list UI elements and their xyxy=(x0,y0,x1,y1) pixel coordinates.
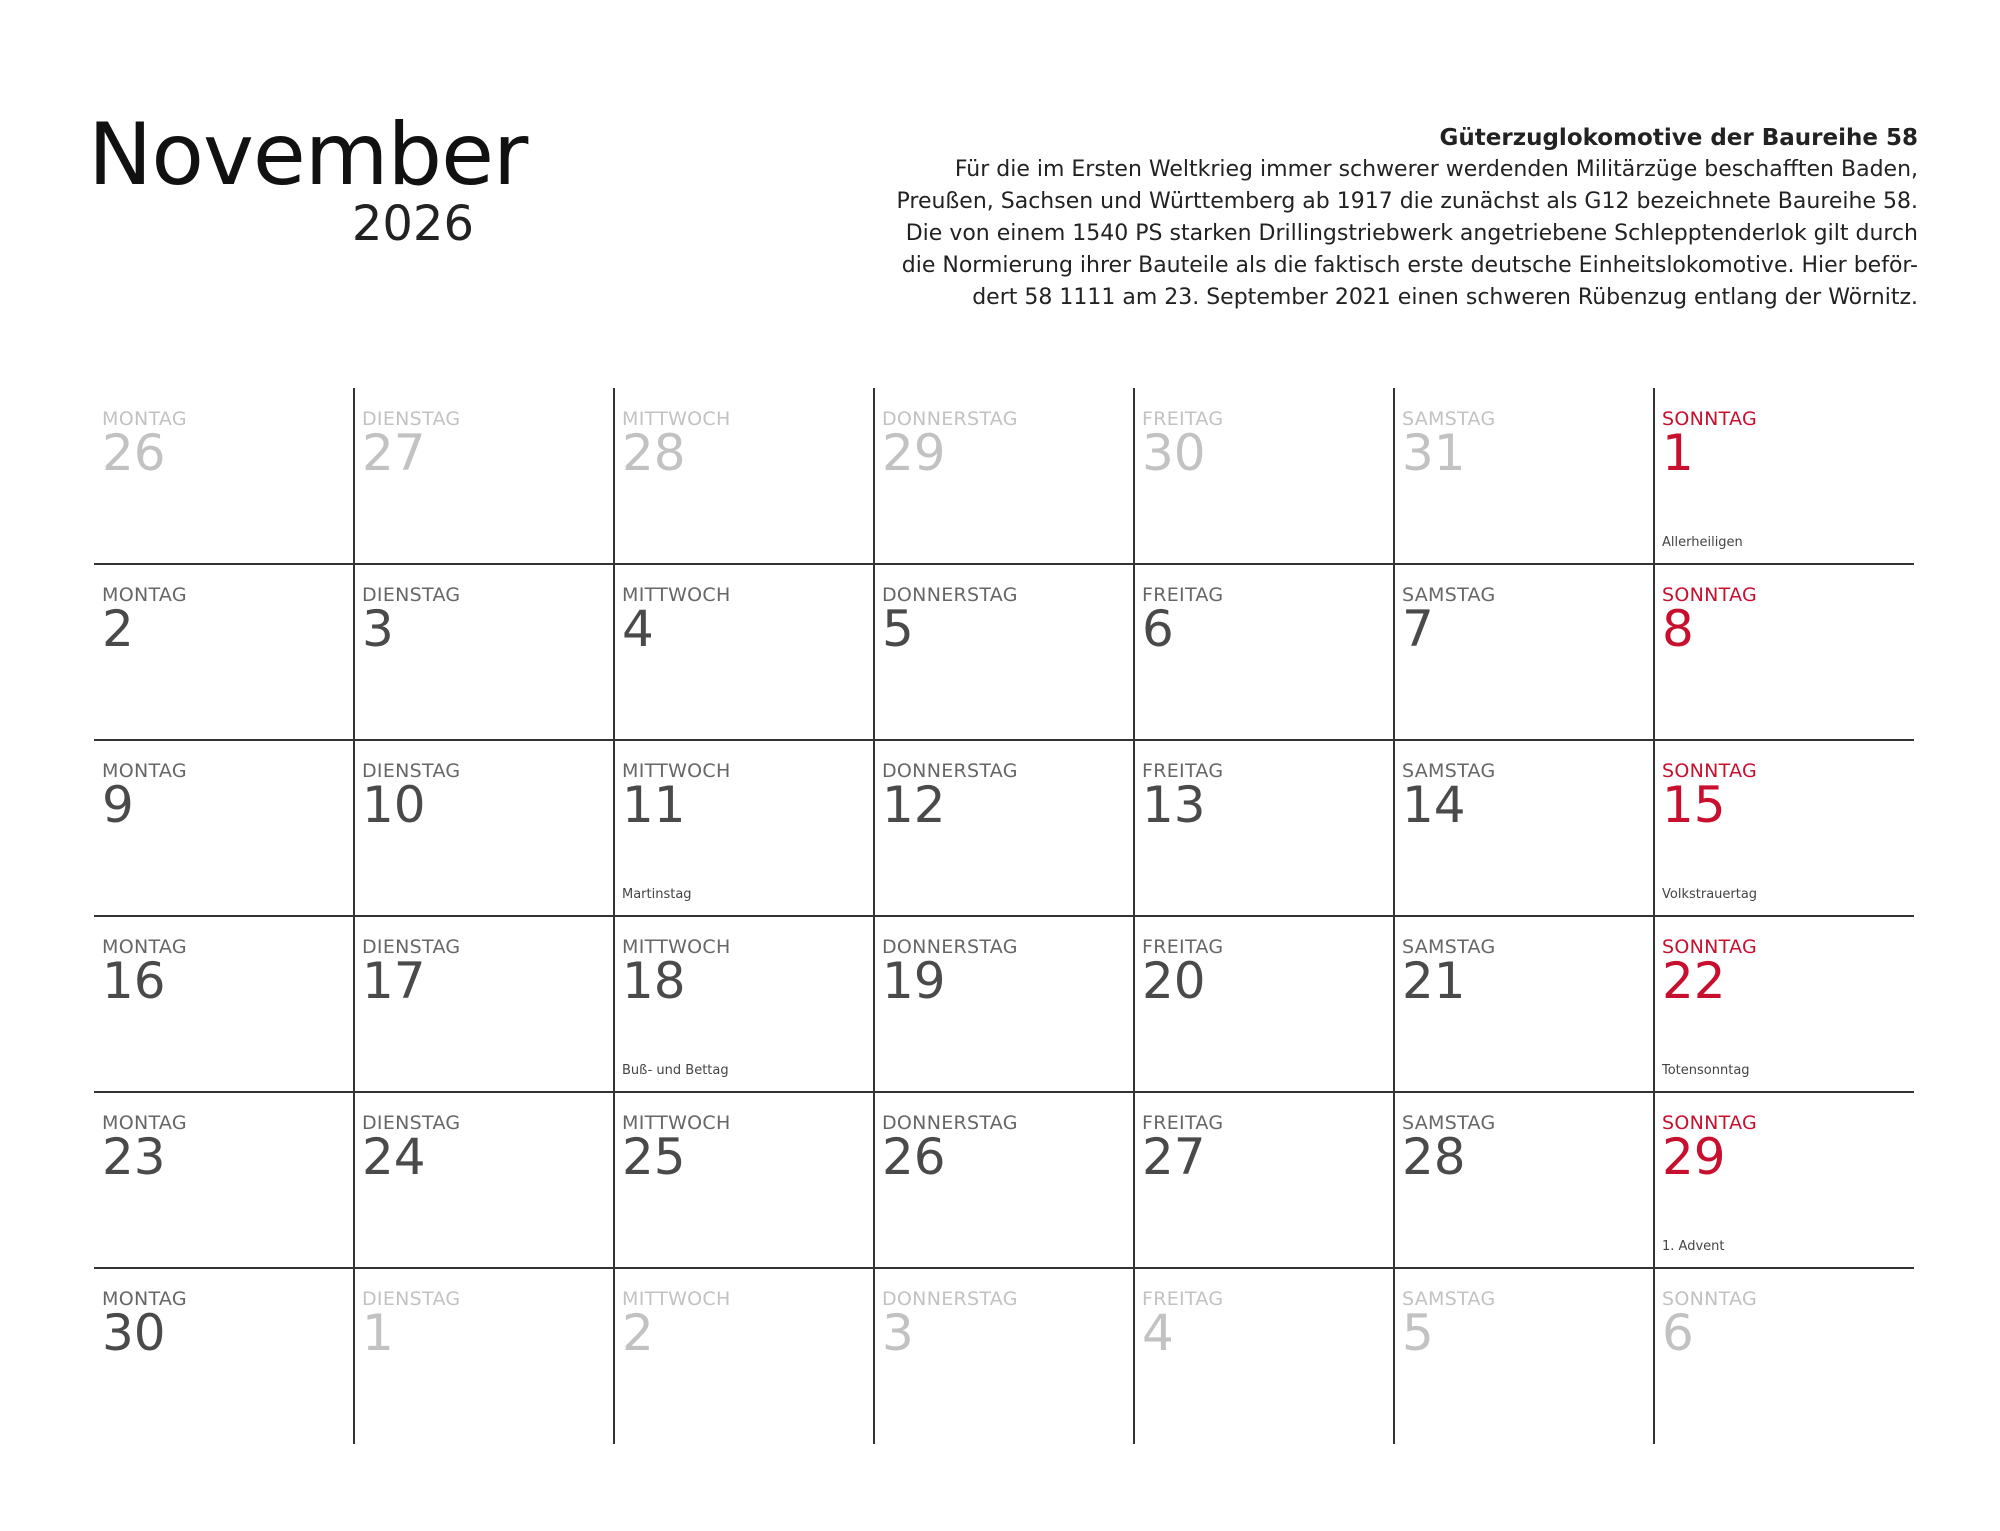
caption-line: die Normierung ihrer Bauteile als die faktisch erste deutsche Einheitslokomotive. Hier beför- xyxy=(901,253,1918,278)
day-cell xyxy=(614,1092,874,1268)
day-number: 6 xyxy=(1662,1304,1694,1362)
day-number: 10 xyxy=(362,776,426,834)
day-number: 3 xyxy=(882,1304,914,1362)
day-cell xyxy=(1654,740,1914,916)
column-divider xyxy=(353,388,355,1444)
day-cell xyxy=(1134,1268,1394,1444)
day-number: 20 xyxy=(1142,952,1206,1010)
day-cell xyxy=(94,740,354,916)
day-cell xyxy=(614,388,874,564)
day-number: 30 xyxy=(102,1304,166,1362)
month-title: November xyxy=(88,105,528,205)
weekday-label: DIENSTAG xyxy=(362,1288,461,1310)
weekday-label: MITTWOCH xyxy=(622,1288,731,1310)
day-cell xyxy=(94,916,354,1092)
weekday-label: DONNERSTAG xyxy=(882,936,1018,958)
holiday-label: Martinstag xyxy=(622,887,692,902)
caption-title: Güterzuglokomotive der Baureihe 58 xyxy=(1439,125,1918,151)
day-number: 17 xyxy=(362,952,426,1010)
day-cell xyxy=(874,564,1134,740)
day-number: 29 xyxy=(882,424,946,482)
day-number: 5 xyxy=(1402,1304,1434,1362)
day-number: 29 xyxy=(1662,1128,1726,1186)
weekday-label: SAMSTAG xyxy=(1402,1288,1496,1310)
day-number: 4 xyxy=(622,600,654,658)
day-cell xyxy=(354,916,614,1092)
day-number: 3 xyxy=(362,600,394,658)
day-cell xyxy=(1134,1092,1394,1268)
day-cell xyxy=(1654,916,1914,1092)
day-cell xyxy=(614,564,874,740)
weekday-label: MONTAG xyxy=(102,408,187,430)
holiday-label: 1. Advent xyxy=(1662,1239,1725,1254)
weekday-label: SAMSTAG xyxy=(1402,584,1496,606)
weekday-label: MITTWOCH xyxy=(622,1112,731,1134)
day-cell xyxy=(1654,1268,1914,1444)
day-number: 15 xyxy=(1662,776,1726,834)
row-divider xyxy=(94,1091,1914,1093)
weekday-label: SONNTAG xyxy=(1662,584,1758,606)
weekday-label: SONNTAG xyxy=(1662,408,1758,430)
day-cell xyxy=(94,1092,354,1268)
day-cell xyxy=(354,564,614,740)
day-cell xyxy=(874,388,1134,564)
day-number: 1 xyxy=(1662,424,1694,482)
column-divider xyxy=(1133,388,1135,1444)
day-number: 14 xyxy=(1402,776,1466,834)
weekday-label: SONNTAG xyxy=(1662,1112,1758,1134)
day-number: 18 xyxy=(622,952,686,1010)
day-cell xyxy=(874,916,1134,1092)
day-cell xyxy=(354,388,614,564)
weekday-label: SONNTAG xyxy=(1662,760,1758,782)
day-number: 28 xyxy=(1402,1128,1466,1186)
column-divider xyxy=(873,388,875,1444)
day-cell xyxy=(1394,564,1654,740)
row-divider xyxy=(94,915,1914,917)
weekday-label: MITTWOCH xyxy=(622,584,731,606)
weekday-label: DIENSTAG xyxy=(362,584,461,606)
holiday-label: Buß- und Bettag xyxy=(622,1063,729,1078)
day-number: 27 xyxy=(1142,1128,1206,1186)
day-cell xyxy=(94,564,354,740)
day-number: 30 xyxy=(1142,424,1206,482)
day-number: 12 xyxy=(882,776,946,834)
day-number: 19 xyxy=(882,952,946,1010)
weekday-label: DONNERSTAG xyxy=(882,1112,1018,1134)
photo-caption xyxy=(798,122,1918,314)
weekday-label: FREITAG xyxy=(1142,936,1224,958)
weekday-label: DIENSTAG xyxy=(362,936,461,958)
day-number: 27 xyxy=(362,424,426,482)
day-cell xyxy=(614,1268,874,1444)
weekday-label: DIENSTAG xyxy=(362,1112,461,1134)
day-number: 8 xyxy=(1662,600,1694,658)
day-number: 28 xyxy=(622,424,686,482)
day-number: 4 xyxy=(1142,1304,1174,1362)
day-number: 1 xyxy=(362,1304,394,1362)
day-number: 26 xyxy=(882,1128,946,1186)
day-number: 6 xyxy=(1142,600,1174,658)
day-cell xyxy=(1394,1092,1654,1268)
weekday-label: FREITAG xyxy=(1142,760,1224,782)
caption-line: dert 58 1111 am 23. September 2021 einen schweren Rübenzug entlang der Wörnitz. xyxy=(972,285,1918,310)
weekday-label: FREITAG xyxy=(1142,584,1224,606)
caption-line: Die von einem 1540 PS starken Drillingstriebwerk angetriebene Schlepptenderlok gilt durch xyxy=(905,221,1918,246)
day-number: 13 xyxy=(1142,776,1206,834)
weekday-label: SAMSTAG xyxy=(1402,1112,1496,1134)
weekday-label: DONNERSTAG xyxy=(882,584,1018,606)
day-cell xyxy=(874,740,1134,916)
weekday-label: SAMSTAG xyxy=(1402,936,1496,958)
day-cell xyxy=(874,1092,1134,1268)
day-number: 25 xyxy=(622,1128,686,1186)
weekday-label: SAMSTAG xyxy=(1402,408,1496,430)
day-cell xyxy=(614,740,874,916)
caption-line: Für die im Ersten Weltkrieg immer schwerer werdenden Militärzüge beschafften Baden, xyxy=(954,157,1918,182)
weekday-label: MONTAG xyxy=(102,1112,187,1134)
caption-line: Preußen, Sachsen und Württemberg ab 1917 die zunächst als G12 bezeichnete Baureihe 58. xyxy=(896,189,1918,214)
weekday-label: DIENSTAG xyxy=(362,760,461,782)
weekday-label: MONTAG xyxy=(102,1288,187,1310)
weekday-label: MONTAG xyxy=(102,936,187,958)
day-number: 31 xyxy=(1402,424,1466,482)
day-number: 24 xyxy=(362,1128,426,1186)
day-number: 2 xyxy=(102,600,134,658)
row-divider xyxy=(94,739,1914,741)
day-number: 9 xyxy=(102,776,134,834)
holiday-label: Totensonntag xyxy=(1662,1063,1750,1078)
weekday-label: FREITAG xyxy=(1142,1288,1224,1310)
day-cell xyxy=(94,1268,354,1444)
holiday-label: Allerheiligen xyxy=(1662,535,1743,550)
weekday-label: MONTAG xyxy=(102,584,187,606)
weekday-label: MITTWOCH xyxy=(622,408,731,430)
weekday-label: SAMSTAG xyxy=(1402,760,1496,782)
day-number: 11 xyxy=(622,776,686,834)
weekday-label: FREITAG xyxy=(1142,1112,1224,1134)
holiday-label: Volkstrauertag xyxy=(1662,887,1758,902)
day-cell xyxy=(874,1268,1134,1444)
weekday-label: MITTWOCH xyxy=(622,936,731,958)
weekday-label: DIENSTAG xyxy=(362,408,461,430)
day-cell xyxy=(1134,388,1394,564)
column-divider xyxy=(613,388,615,1444)
caption-body xyxy=(798,154,1918,314)
day-cell xyxy=(1394,740,1654,916)
day-cell xyxy=(94,388,354,564)
weekday-label: MONTAG xyxy=(102,760,187,782)
weekday-label: FREITAG xyxy=(1142,408,1224,430)
day-number: 2 xyxy=(622,1304,654,1362)
day-number: 26 xyxy=(102,424,166,482)
column-divider xyxy=(1393,388,1395,1444)
calendar-grid xyxy=(94,388,1914,1448)
weekday-label: DONNERSTAG xyxy=(882,408,1018,430)
day-number: 22 xyxy=(1662,952,1726,1010)
day-number: 16 xyxy=(102,952,166,1010)
day-number: 23 xyxy=(102,1128,166,1186)
day-cell xyxy=(1394,1268,1654,1444)
day-cell xyxy=(1654,1092,1914,1268)
weekday-label: DONNERSTAG xyxy=(882,760,1018,782)
day-cell xyxy=(1134,916,1394,1092)
day-cell xyxy=(1394,916,1654,1092)
day-cell xyxy=(1654,564,1914,740)
day-cell xyxy=(354,1268,614,1444)
day-cell xyxy=(1134,564,1394,740)
row-divider xyxy=(94,1267,1914,1269)
day-cell xyxy=(354,740,614,916)
day-number: 5 xyxy=(882,600,914,658)
day-cell xyxy=(614,916,874,1092)
weekday-label: DONNERSTAG xyxy=(882,1288,1018,1310)
day-number: 7 xyxy=(1402,600,1434,658)
day-cell xyxy=(1134,740,1394,916)
weekday-label: SONNTAG xyxy=(1662,936,1758,958)
weekday-label: SONNTAG xyxy=(1662,1288,1758,1310)
day-cell xyxy=(1654,388,1914,564)
weekday-label: MITTWOCH xyxy=(622,760,731,782)
column-divider xyxy=(1653,388,1655,1444)
year-title: 2026 xyxy=(351,196,474,252)
row-divider xyxy=(94,563,1914,565)
day-cell xyxy=(1394,388,1654,564)
day-number: 21 xyxy=(1402,952,1466,1010)
day-cell xyxy=(354,1092,614,1268)
